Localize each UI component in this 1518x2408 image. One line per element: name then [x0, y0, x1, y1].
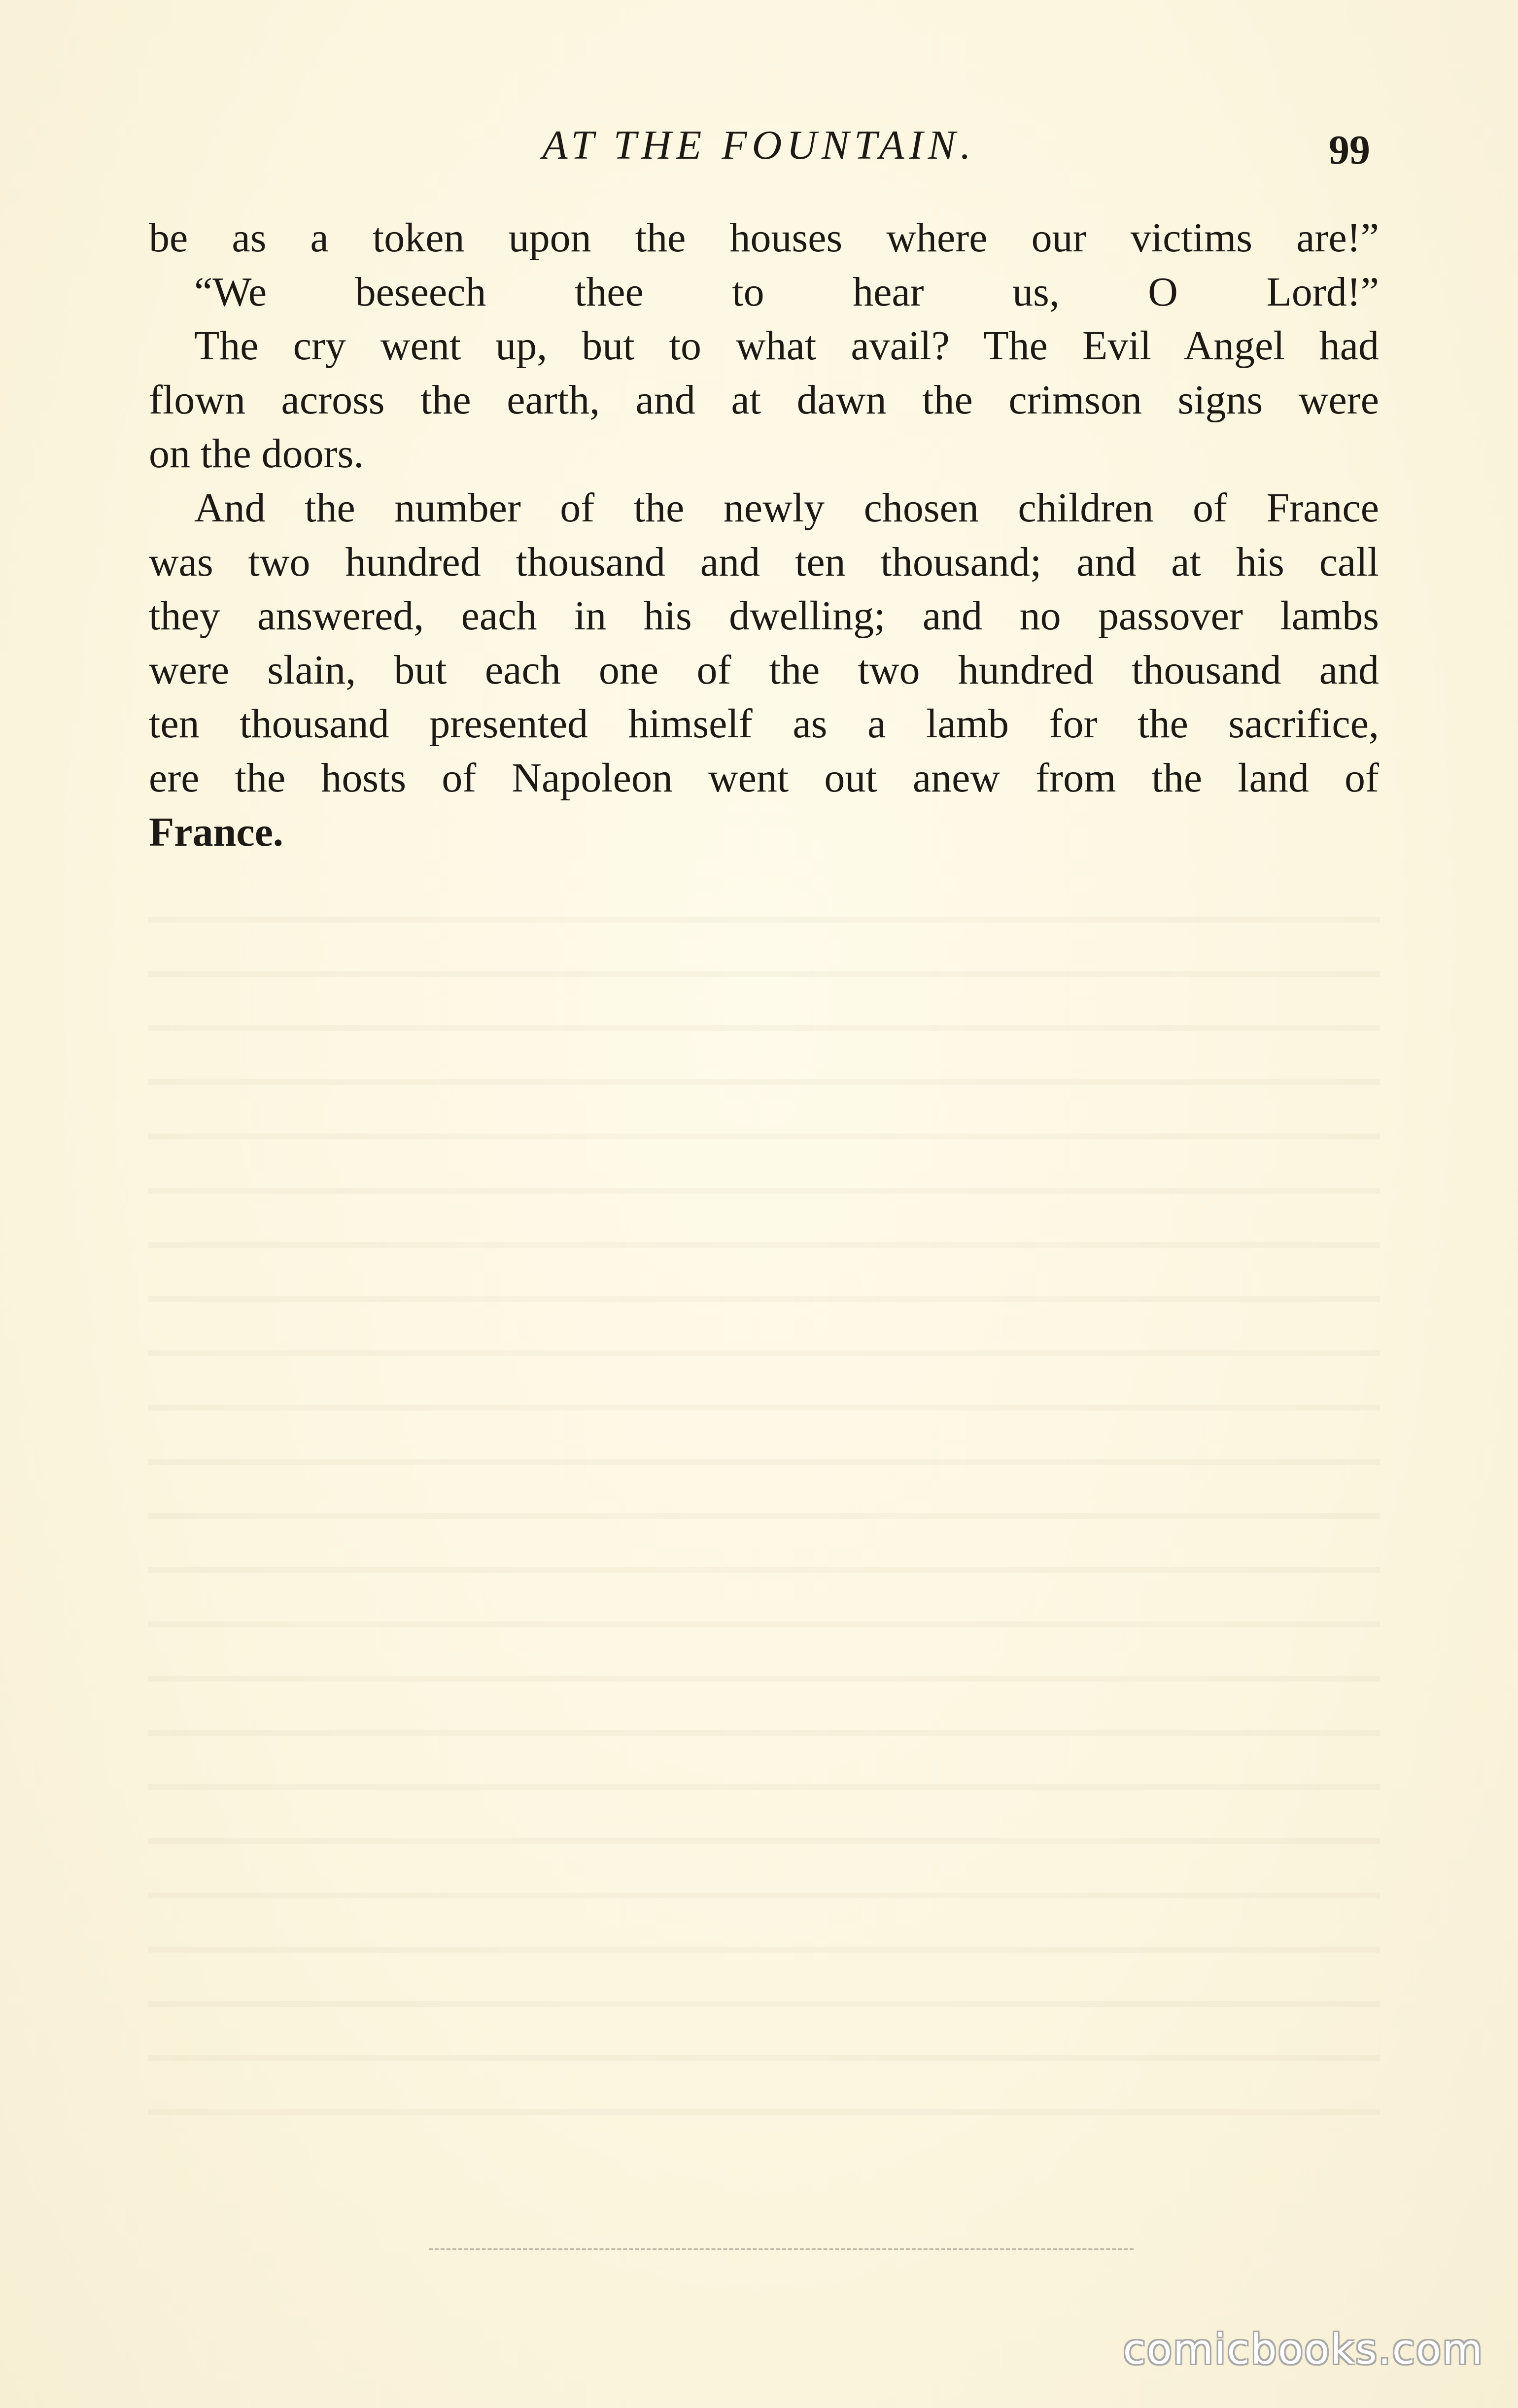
text-line: was two hundred thousand and ten thousand; and at his call	[149, 539, 1379, 585]
text-line: And the number of the newly chosen children of France	[194, 484, 1379, 531]
page-number: 99	[1329, 127, 1370, 173]
bottom-rule	[429, 2248, 1134, 2250]
text-line: flown across the earth, and at dawn the crimson signs were	[149, 377, 1379, 423]
text-line: be as a token upon the houses where our victims are!”	[149, 215, 1379, 261]
text-line: were slain, but each one of the two hundred thousand and	[149, 647, 1379, 693]
text-line: “We beseech thee to hear us, O Lord!”	[194, 269, 1379, 315]
running-title: AT THE FOUNTAIN.	[542, 122, 976, 168]
text-line: ere the hosts of Napoleon went out anew from the land of	[149, 755, 1379, 801]
text-line: on the doors.	[149, 431, 364, 477]
text-line: The cry went up, but to what avail? The Evil Angel had	[194, 323, 1379, 369]
show-through-text	[148, 887, 1380, 2119]
running-header	[148, 116, 1370, 175]
text-line: ten thousand presented himself as a lamb for the sacrifice,	[149, 701, 1379, 747]
text-line: France.	[149, 809, 283, 855]
text-line: they answered, each in his dwelling; and no passover lambs	[149, 593, 1379, 639]
body-text	[149, 211, 1379, 859]
watermark-logo: comicbooks.com	[1123, 2325, 1484, 2374]
